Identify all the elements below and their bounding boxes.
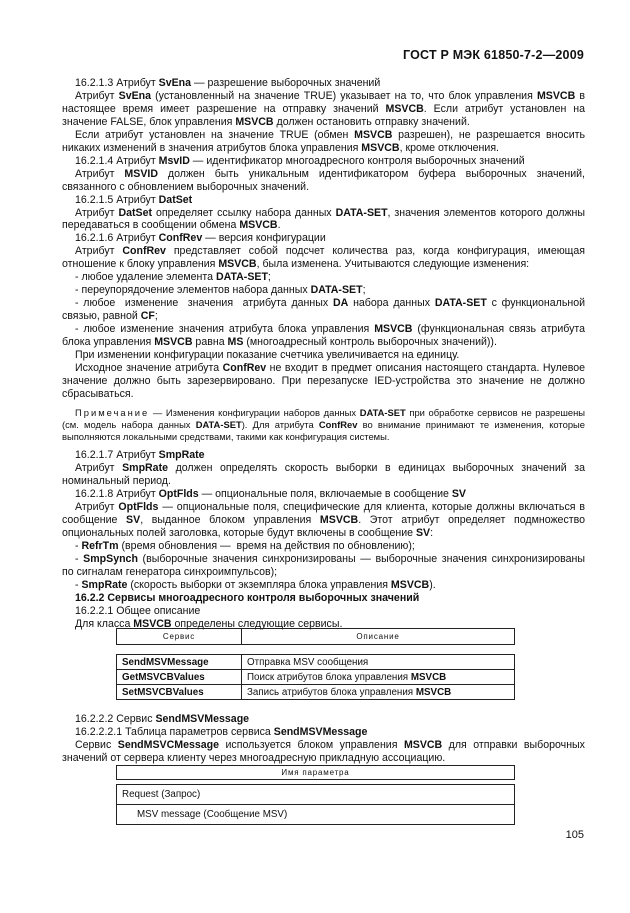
table-row: [117, 670, 515, 685]
paragraph: Атрибут DatSet определяет ссылку набора данных DATA-SET, значения элементов которого должны передаваться в сообщении обмена MSVCB.: [62, 206, 585, 232]
column-header: Описание: [242, 629, 515, 645]
list-item: - RefrTm (время обновления — время на действия по обновлению);: [75, 540, 415, 553]
paragraph: Атрибут MSVID должен быть уникальным идентификатором буфера выборочных значений, связанного с обновлением выборочных значений.: [62, 167, 586, 193]
table-cell: Поиск атрибутов блока управления MSVCB: [242, 670, 515, 685]
paragraph: 16.2.1.4 Атрибут MsvID — идентификатор многоадресного контроля выборочных значений: [75, 154, 525, 167]
column-header: Сервис: [117, 629, 242, 645]
paragraph: 16.2.2.1 Общее описание: [75, 604, 201, 617]
table-cell: GetMSVCBValues: [117, 670, 242, 685]
table-cell: Отправка MSV сообщения: [242, 655, 515, 670]
table-row: [117, 655, 515, 670]
paragraph: 16.2.2.2.1 Таблица параметров сервиса SendMSVMessage: [75, 725, 368, 738]
table-cell: SendMSVMessage: [117, 655, 242, 670]
paragraph: При изменении конфигурации показание счетчика увеличивается на единицу.: [75, 349, 460, 362]
paragraph: Если атрибут установлен на значение TRUE (обмен MSVCB разрешен), не разрешается вносить никаких изменений в значения атрибутов блока управления MSVCB, кроме отключения.: [62, 128, 585, 154]
document-body-2: [62, 713, 585, 765]
paragraph: 16.2.1.3 Атрибут SvEna — разрешение выборочных значений: [75, 77, 381, 89]
table-row: [117, 785, 515, 805]
list-item: - любое изменение значения атрибута данных DA набора данных DATA-SET с функциональной связью, равной CF;: [62, 297, 586, 323]
parameters-table: [116, 765, 515, 825]
list-item: - любое изменение значения атрибута блока управления MSVCB (функциональная связь атрибута блока управления MSVCB равна MS (многоадресный контроль выборочных значений)).: [62, 323, 585, 349]
page-header: ГОСТ Р МЭК 61850-7-2—2009: [403, 48, 584, 62]
note: Примечание — Изменения конфигурации наборов данных DATA-SET при обработке сервисов не разрешены (см. модель набора данных DATA-SET). Для атрибута ConfRev во внимание принимают те изменения, которые выполняются локальными средствами, такими как конфигурация системы.: [62, 406, 585, 443]
paragraph: Исходное значение атрибута ConfRev не входит в предмет описания настоящего стандарта. Нулевое значение должно быть зарезервировано. При перезапуске IED-устройства это значение не должно сбрасываться.: [62, 361, 585, 400]
list-item: - переупорядочение элементов набора данных DATA-SET;: [75, 284, 366, 297]
paragraph: Атрибут ConfRev представляет собой подсчет количества раз, когда конфигурация, имеющая отношение к блоку управления MSVCB, была изменена. Учитываются следующие изменения:: [62, 245, 586, 271]
services-table: [116, 628, 515, 700]
paragraph: 16.2.1.6 Атрибут ConfRev — версия конфигурации: [75, 232, 326, 245]
paragraph: 16.2.1.5 Атрибут DatSet: [75, 193, 193, 206]
paragraph: 16.2.1.7 Атрибут SmpRate: [75, 449, 205, 462]
table-row: [117, 805, 515, 825]
table-cell: MSV message (Сообщение MSV): [117, 805, 515, 825]
paragraph: Для класса MSVCB определены следующие сервисы.: [75, 617, 343, 630]
paragraph: Атрибут SvEna (установленный на значение TRUE) указывает на то, что блок управления MSVCB в настоящее время имеет разрешение на отправку значений MSVCB. Если атрибут установлен на значение FALSE, блок управления MSVCB должен остановить отправку значений.: [62, 89, 585, 128]
page-number: 105: [565, 829, 584, 841]
paragraph: Атрибут OptFlds — опциональные поля, специфические для клиента, которые должны включаться в сообщение SV, выданное блоком управления MSVCB. Этот атрибут определяет подмножество опциональных полей заголовка, которые будут включены в сообщение SV:: [62, 501, 586, 540]
paragraph: Сервис SendMSVCMessage используется блоком управления MSVCB для отправки выборочных значений от сервера клиенту через многоадресную прикладную ассоциацию.: [62, 738, 585, 764]
list-item: - SmpSynch (выборочные значения синхронизированы — выборочные значения синхронизированы по сигналам генератора синхроимпульсов);: [62, 553, 585, 579]
column-header: Имя параметра: [117, 766, 515, 780]
paragraph: 16.2.1.8 Атрибут OptFlds — опциональные поля, включаемые в сообщение SV: [75, 488, 466, 501]
paragraph: 16.2.2.2 Сервис SendMSVMessage: [75, 713, 250, 725]
list-item: - SmpRate (скорость выборки от экземпляра блока управления MSVCB).: [75, 578, 436, 591]
section-heading: 16.2.2 Сервисы многоадресного контроля выборочных значений: [75, 591, 420, 604]
table-cell: Request (Запрос): [117, 785, 515, 805]
paragraph: Атрибут SmpRate должен определять скорость выборки в единицах выборочных значений за номинальный период.: [62, 462, 586, 488]
table-cell: Запись атрибутов блока управления MSVCB: [242, 685, 515, 700]
table-cell: SetMSVCBValues: [117, 685, 242, 700]
table-row: [117, 685, 515, 700]
document-body: [62, 77, 585, 631]
list-item: - любое удаление элемента DATA-SET;: [75, 271, 271, 284]
